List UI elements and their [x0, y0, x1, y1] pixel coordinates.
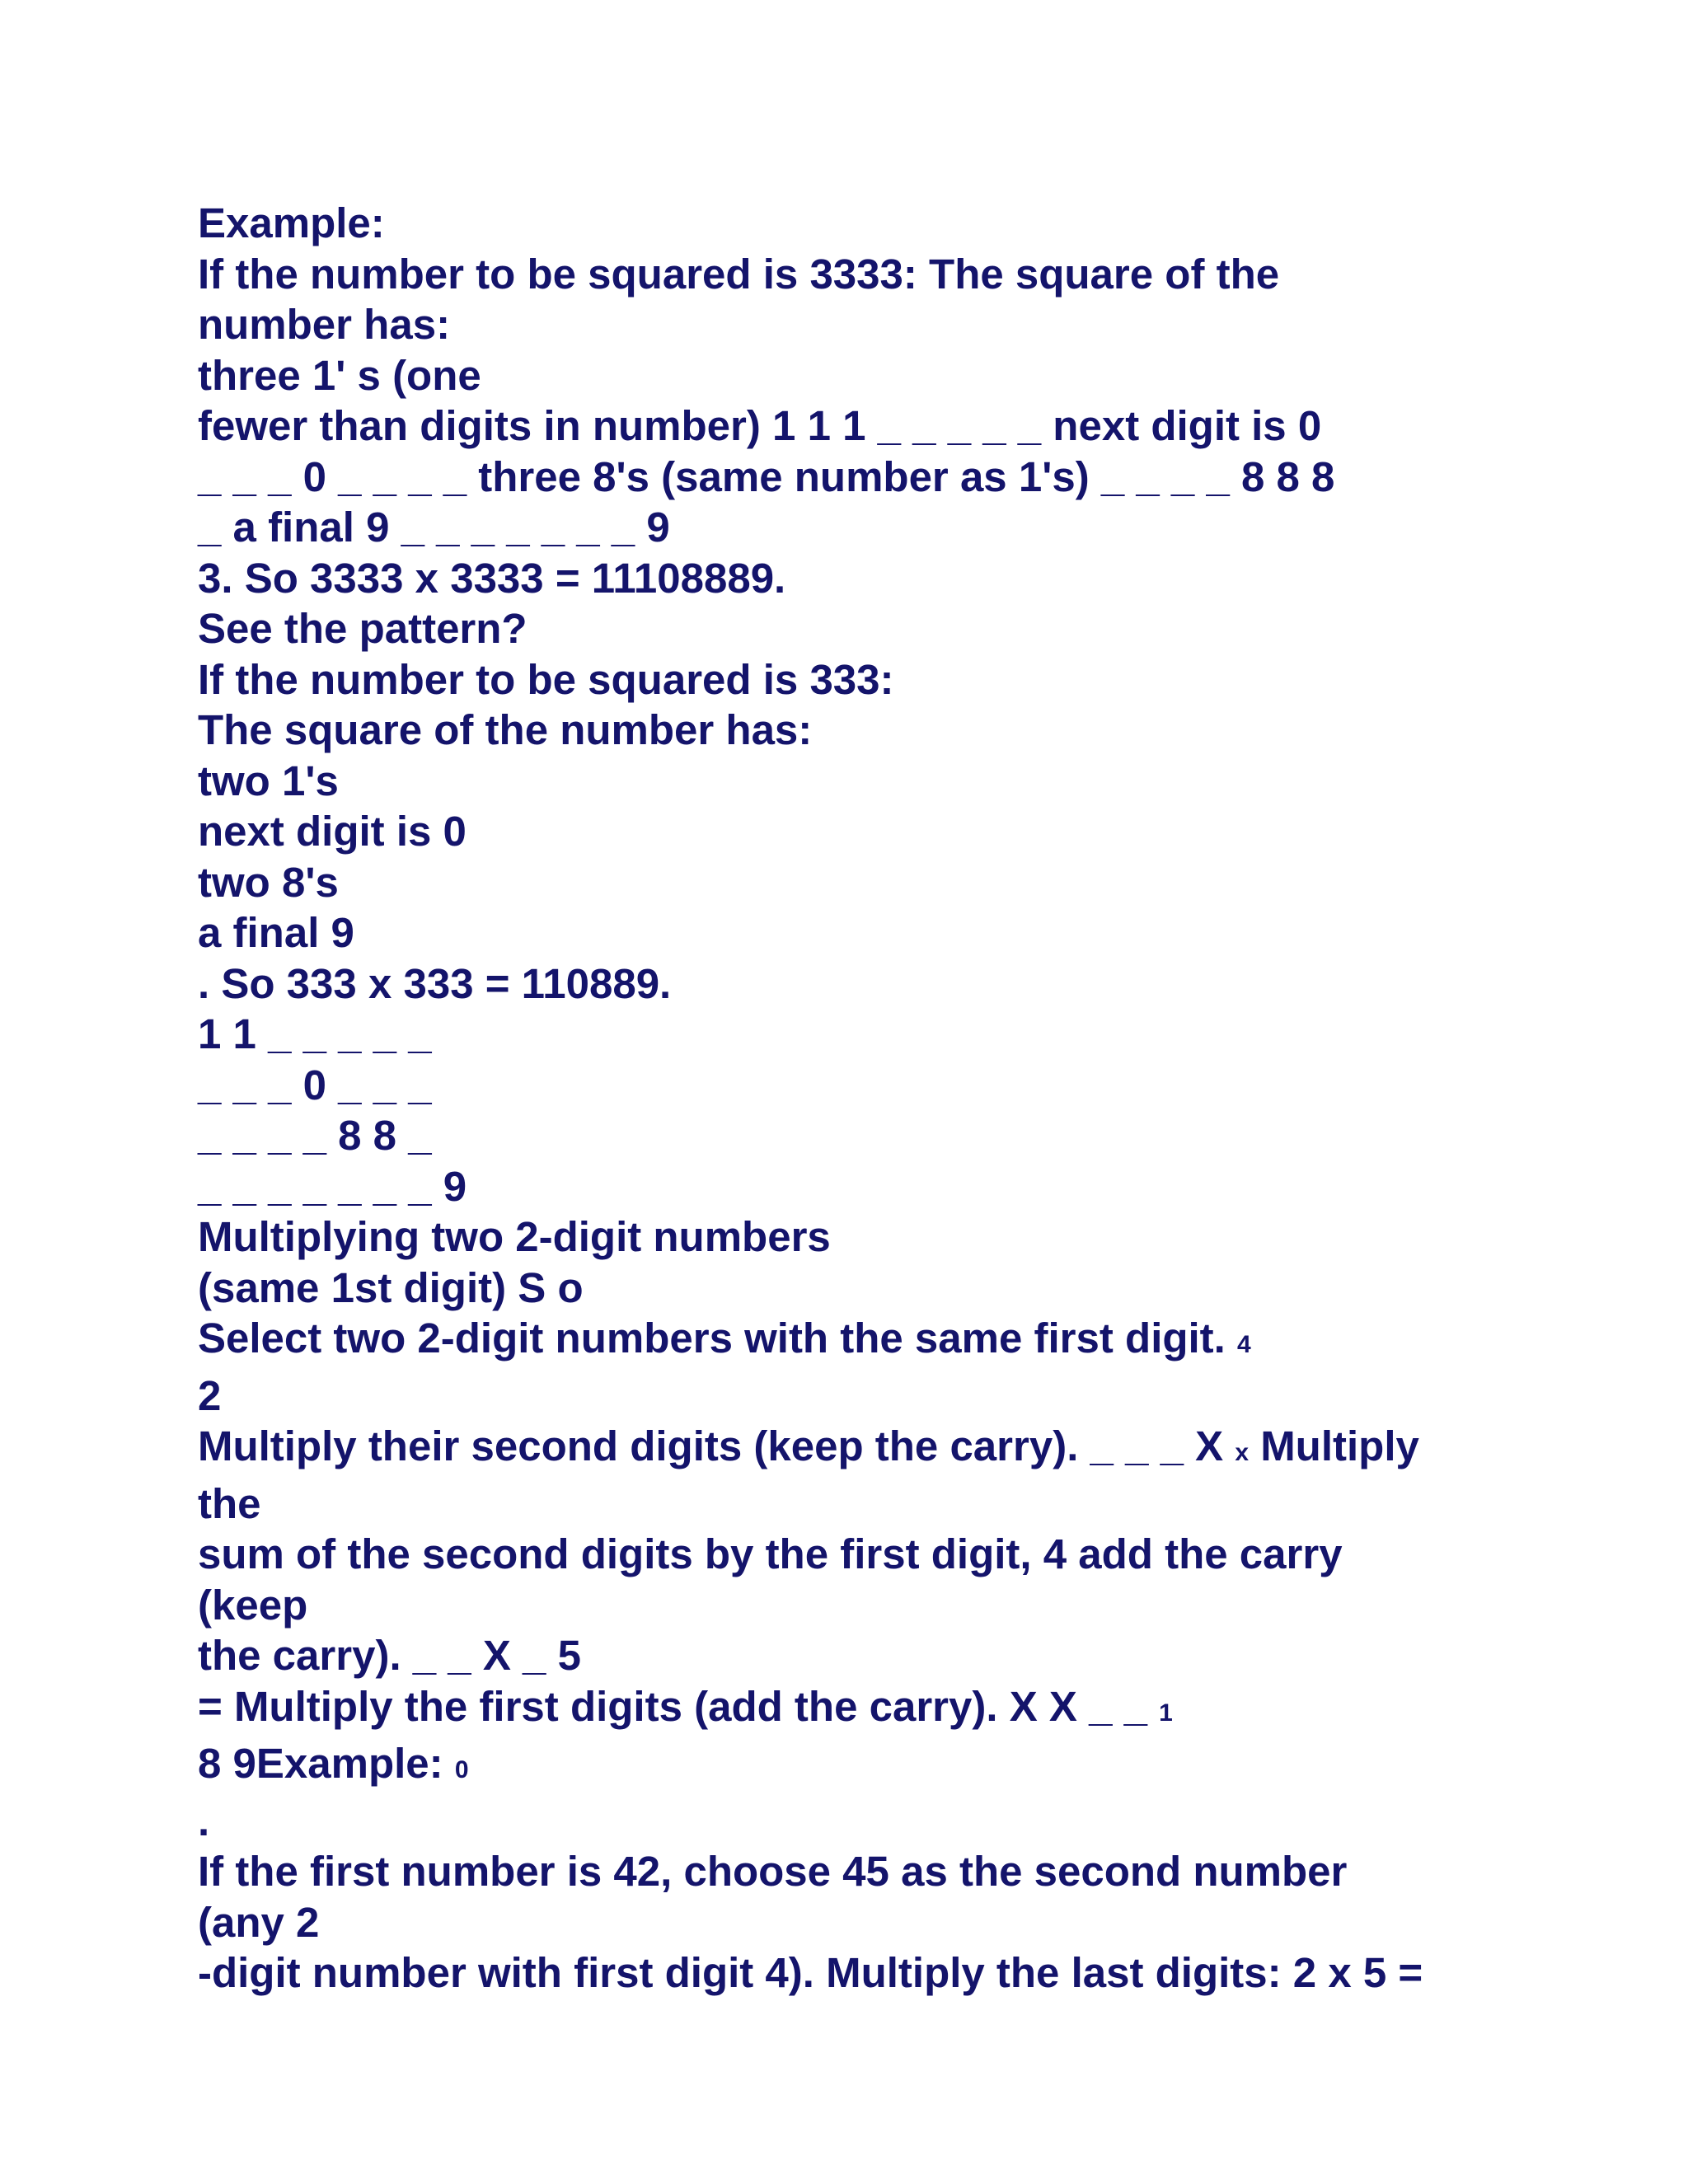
text-line: next digit is 0 — [198, 808, 467, 855]
text-line-first-digits — [198, 1681, 1500, 1739]
text-line: 2 — [198, 1371, 222, 1419]
text-line-example — [198, 1738, 1500, 1796]
text-line: (same 1st digit) S o — [198, 1263, 584, 1311]
text-line: If the number to be squared is 333: — [198, 655, 894, 703]
text-line: If the first number is 42, choose 45 as the second number — [198, 1848, 1348, 1895]
small-digit: 4 — [1237, 1331, 1251, 1358]
text-line: If the number to be squared is 3333: The square of the — [198, 250, 1280, 298]
document-text — [198, 198, 1500, 1999]
text-main: 8 9Example: — [198, 1740, 443, 1787]
text-line: . — [198, 1797, 210, 1844]
text-line: -digit number with first digit 4). Multiply the last digits: 2 x 5 = — [198, 1949, 1423, 1996]
text-main: Select two 2-digit numbers with the same first digit. — [198, 1315, 1226, 1361]
text-line: 1 1 _ _ _ _ _ — [198, 1010, 432, 1057]
text-line: Multiplying two 2-digit numbers — [198, 1213, 831, 1260]
text-line: the carry). _ _ X _ 5 — [198, 1632, 581, 1679]
text-line: (keep — [198, 1581, 308, 1629]
small-x: x — [1235, 1439, 1250, 1466]
text-line: three 1' s (one — [198, 351, 481, 399]
text-main: Multiply — [1260, 1422, 1419, 1469]
text-line: Example: — [198, 199, 385, 246]
text-line: _ _ _ _ _ _ _ 9 — [198, 1162, 467, 1210]
small-digit: 1 — [1159, 1699, 1173, 1727]
text-main: = Multiply the first digits (add the carry). X X _ _ — [198, 1682, 1147, 1730]
text-line: 3. So 3333 x 3333 = 11108889. — [198, 554, 786, 602]
text-line: _ _ _ 0 _ _ _ — [198, 1061, 432, 1108]
text-line: See the pattern? — [198, 605, 528, 652]
text-line: number has: — [198, 301, 451, 348]
text-line: the — [198, 1479, 261, 1527]
small-digit: 0 — [454, 1756, 469, 1783]
text-line-select — [198, 1313, 1500, 1371]
text-line: _ _ _ _ 8 8 _ — [198, 1112, 432, 1159]
text-line: _ _ _ 0 _ _ _ _ three 8's (same number as 1's) _ _ _ _ 8 8 8 — [198, 452, 1335, 500]
text-line: two 1's — [198, 757, 339, 804]
text-line: The square of the number has: — [198, 706, 813, 753]
text-line: two 8's — [198, 858, 339, 906]
text-line-multiply-second — [198, 1421, 1500, 1479]
text-line: a final 9 — [198, 909, 354, 956]
text-line: fewer than digits in number) 1 1 1 _ _ _ _ _ next digit is 0 — [198, 402, 1322, 449]
text-line: (any 2 — [198, 1898, 320, 1946]
text-main: Multiply their second digits (keep the carry). _ _ _ X — [198, 1422, 1224, 1469]
text-line: . So 333 x 333 = 110889. — [198, 959, 672, 1007]
text-line: _ a final 9 _ _ _ _ _ _ _ 9 — [198, 504, 670, 551]
text-line: sum of the second digits by the first digit, 4 add the carry — [198, 1530, 1343, 1577]
